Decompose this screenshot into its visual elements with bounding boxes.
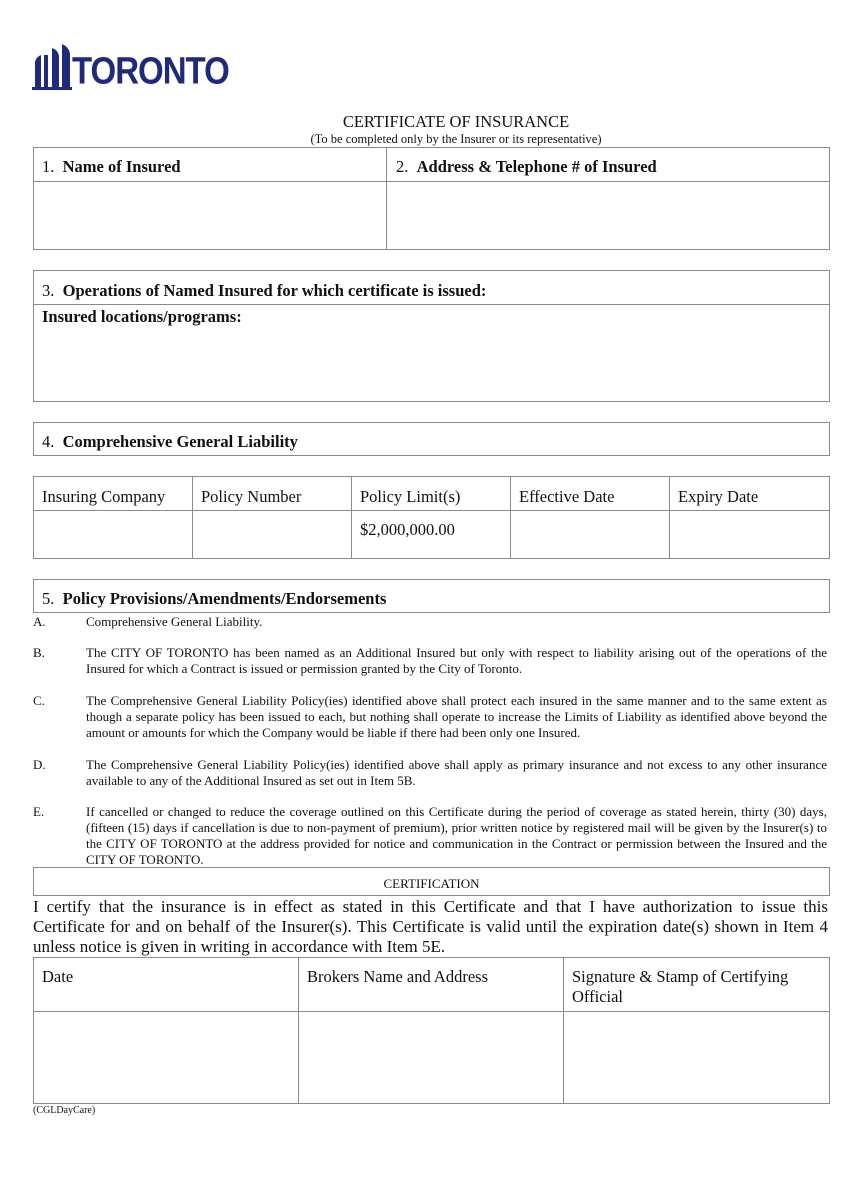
effective-date-field[interactable] — [512, 512, 668, 557]
provision-a-letter: A. — [33, 614, 46, 629]
section-5-title: 5. Policy Provisions/Amendments/Endorsements — [42, 589, 387, 608]
section-5-box — [33, 579, 830, 613]
operations-box — [33, 270, 830, 402]
name-of-insured-field[interactable] — [35, 183, 385, 248]
provision-b-text: The CITY OF TORONTO has been named as an Additional Insured but only with respect to liability arising out of the operations of the Insured for which a Contract is issued or permission granted by the City of Toronto. — [86, 645, 827, 676]
section-1-title: 1. Name of Insured — [42, 157, 181, 176]
page-title: CERTIFICATE OF INSURANCE — [342, 112, 570, 131]
address-telephone-field[interactable] — [388, 183, 828, 248]
provision-b-letter: B. — [33, 645, 45, 660]
header-insuring-company: Insuring Company — [42, 487, 166, 506]
form-code: (CGLDayCare) — [33, 1105, 96, 1116]
expiry-date-field[interactable] — [671, 512, 828, 557]
certification-box — [33, 867, 830, 896]
insured-locations-field[interactable] — [35, 329, 828, 399]
section-3-title: 3. Operations of Named Insured for which certificate is issued: — [42, 281, 487, 300]
header-effective-date: Effective Date — [519, 487, 615, 506]
column-signature-stamp: Signature & Stamp of Certifying Official — [572, 967, 789, 1006]
toronto-logo — [30, 40, 229, 92]
insured-locations-label: Insured locations/programs: — [42, 307, 242, 326]
provision-e-text: If cancelled or changed to reduce the coverage outlined on this Certificate during the period of coverage as stated herein, thirty (30) days, (fifteen (15) days if cancellation is due to non-payment of premium), prior written notice by registered mail will be given by the Insurer(s) to the CITY OF TORONTO at the address provided for notice and communication in the Contract or permission between the Insured and the CITY OF TORONTO. — [86, 804, 827, 867]
certification-heading: CERTIFICATION — [383, 876, 480, 891]
policy-limit-value: $2,000,000.00 — [360, 520, 455, 539]
liability-table — [33, 476, 830, 559]
certification-statement: I certify that the insurance is in effect as stated in this Certificate and that I have authorization to issue this Certificate for and on behalf of the Insurer(s). This Certificate is valid until the expiration date(s) shown in Item 4 unless notice is given in writing in accordance with Item 5E. — [33, 897, 828, 956]
city-hall-icon — [32, 40, 72, 91]
header-policy-limits: Policy Limit(s) — [360, 487, 461, 506]
section-4-title: 4. Comprehensive General Liability — [42, 432, 298, 451]
header-policy-number: Policy Number — [201, 487, 302, 506]
brokers-name-address-field[interactable] — [300, 1014, 562, 1102]
header-expiry-date: Expiry Date — [678, 487, 759, 506]
section-4-box — [33, 422, 830, 456]
section-2-title: 2. Address & Telephone # of Insured — [396, 157, 657, 176]
column-date: Date — [42, 967, 74, 986]
date-field[interactable] — [35, 1014, 297, 1102]
provision-c-text: The Comprehensive General Liability Policy(ies) identified above shall protect each insured in the same manner and to the same extent as though a separate policy has been issued to each, but nothing shall operate to increase the Limits of Liability as identified above beyond the amount or amounts for which the Company would be liable if there had been only one Insured. — [86, 693, 827, 740]
insuring-company-field[interactable] — [35, 512, 191, 557]
provision-d-text: The Comprehensive General Liability Policy(ies) identified above shall apply as primary insurance and not excess to any other insurance available to any of the Additional Insured as set out in Item 5B. — [86, 757, 827, 788]
provision-d-letter: D. — [33, 757, 46, 772]
signature-stamp-field[interactable] — [565, 1014, 828, 1102]
insured-info-box — [33, 147, 830, 250]
provision-e-letter: E. — [33, 804, 45, 819]
signature-table — [33, 957, 830, 1104]
provision-c-letter: C. — [33, 693, 45, 708]
policy-number-field[interactable] — [194, 512, 350, 557]
provision-a-text: Comprehensive General Liability. — [86, 614, 263, 629]
logo-text: TORONTO — [72, 49, 229, 92]
page-subtitle: (To be completed only by the Insurer or its representative) — [310, 132, 602, 146]
column-brokers-name-address: Brokers Name and Address — [307, 967, 489, 986]
